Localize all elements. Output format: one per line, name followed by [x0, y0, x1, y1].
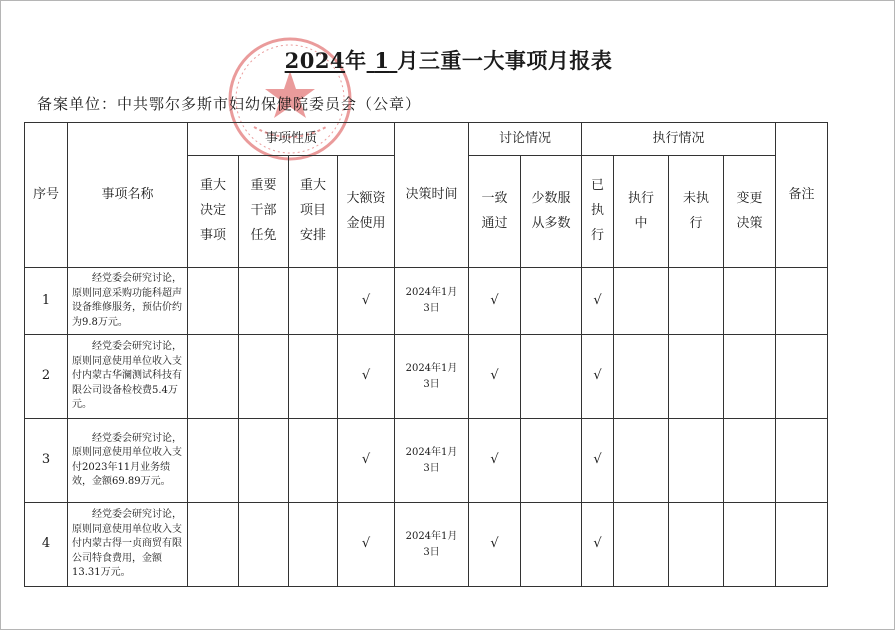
- row-cadre: [239, 268, 289, 335]
- title-rest: 月三重一大事项月报表: [397, 48, 613, 73]
- row-not-executed: [669, 503, 724, 587]
- row-funds-check: √: [338, 419, 395, 503]
- row-executed-check: √: [582, 503, 614, 587]
- row-remarks: [776, 503, 828, 587]
- header-seq: 序号: [25, 123, 68, 268]
- title-month-value: 1: [374, 48, 390, 73]
- row-item-name: [68, 503, 188, 587]
- row-changed: [724, 268, 776, 335]
- row-majority: [521, 419, 582, 503]
- row-project: [289, 419, 338, 503]
- row-in-progress: [614, 335, 669, 419]
- row-major-decision: [188, 268, 239, 335]
- row-major-decision: [188, 419, 239, 503]
- header-major-decision: 重大 决定 事项: [188, 156, 239, 268]
- header-majority: 少数服 从多数: [521, 156, 582, 268]
- row-remarks: [776, 335, 828, 419]
- row-executed-check: √: [582, 335, 614, 419]
- row-item-text: 经党委会研究讨论，原则同意使用单位收入支付2023年11月业务绩效，金额69.89万元。: [72, 432, 182, 487]
- row-item-text: 经党委会研究讨论，原则同意采购功能科超声设备维修服务，预估价约为9.8万元。: [72, 273, 182, 328]
- title-year: 2024: [284, 48, 346, 73]
- row-remarks: [776, 268, 828, 335]
- header-discussion: 讨论情况: [469, 123, 582, 156]
- row-project: [289, 503, 338, 587]
- row-decision-date: 2024年1月 3日: [395, 268, 469, 335]
- row-in-progress: [614, 268, 669, 335]
- table-row: [25, 503, 828, 587]
- page-title: [1, 45, 895, 75]
- header-item-name: 事项名称: [68, 123, 188, 268]
- row-major-decision: [188, 335, 239, 419]
- header-large-funds: 大额资 金使用: [338, 156, 395, 268]
- row-item-name: [68, 335, 188, 419]
- row-seq: 1: [25, 268, 68, 335]
- row-project: [289, 268, 338, 335]
- header-nature: 事项性质: [188, 123, 395, 156]
- row-unanimous-check: √: [469, 503, 521, 587]
- row-not-executed: [669, 335, 724, 419]
- row-not-executed: [669, 419, 724, 503]
- row-decision-date: 2024年1月 3日: [395, 503, 469, 587]
- title-month: [367, 48, 398, 73]
- row-cadre: [239, 503, 289, 587]
- row-item-text: 经党委会研究讨论，原则同意使用单位收入支付内蒙古得一贞商贸有限公司特食费用，金额13.31万元。: [72, 509, 182, 579]
- header-execution: 执行情况: [582, 123, 776, 156]
- table-row: [25, 268, 828, 335]
- row-funds-check: √: [338, 335, 395, 419]
- row-unanimous-check: √: [469, 268, 521, 335]
- row-unanimous-check: √: [469, 335, 521, 419]
- header-not-executed: 未执 行: [669, 156, 724, 268]
- header-changed-decision: 变更 决策: [724, 156, 776, 268]
- row-decision-date: 2024年1月 3日: [395, 419, 469, 503]
- table-row: [25, 335, 828, 419]
- row-majority: [521, 268, 582, 335]
- row-seq: 4: [25, 503, 68, 587]
- header-cadre-appointment: 重要 干部 任免: [239, 156, 289, 268]
- row-cadre: [239, 419, 289, 503]
- row-changed: [724, 419, 776, 503]
- row-decision-date: 2024年1月 3日: [395, 335, 469, 419]
- header-row-1: [25, 123, 828, 156]
- row-changed: [724, 335, 776, 419]
- row-item-name: [68, 268, 188, 335]
- row-executed-check: √: [582, 268, 614, 335]
- row-majority: [521, 503, 582, 587]
- row-in-progress: [614, 419, 669, 503]
- row-unanimous-check: √: [469, 419, 521, 503]
- header-executed: 已 执 行: [582, 156, 614, 268]
- row-cadre: [239, 335, 289, 419]
- row-project: [289, 335, 338, 419]
- header-remarks: 备注: [776, 123, 828, 268]
- table-row: [25, 419, 828, 503]
- row-remarks: [776, 419, 828, 503]
- row-item-name: [68, 419, 188, 503]
- row-not-executed: [669, 268, 724, 335]
- row-executed-check: √: [582, 419, 614, 503]
- row-item-text: 经党委会研究讨论，原则同意使用单位收入支付内蒙古华澜测试科技有限公司设备检校费5.4万元。: [72, 341, 182, 411]
- row-funds-check: √: [338, 268, 395, 335]
- row-funds-check: √: [338, 503, 395, 587]
- row-major-decision: [188, 503, 239, 587]
- row-seq: 2: [25, 335, 68, 419]
- row-changed: [724, 503, 776, 587]
- header-major-project: 重大 项目 安排: [289, 156, 338, 268]
- header-unanimous: 一致 通过: [469, 156, 521, 268]
- header-decision-time: 决策时间: [395, 123, 469, 268]
- row-in-progress: [614, 503, 669, 587]
- header-in-progress: 执行 中: [614, 156, 669, 268]
- row-seq: 3: [25, 419, 68, 503]
- report-table: [24, 122, 828, 587]
- row-majority: [521, 335, 582, 419]
- title-year-suffix: 年: [345, 48, 367, 73]
- filing-unit: 备案单位：中共鄂尔多斯市妇幼保健院委员会（公章）: [37, 95, 422, 113]
